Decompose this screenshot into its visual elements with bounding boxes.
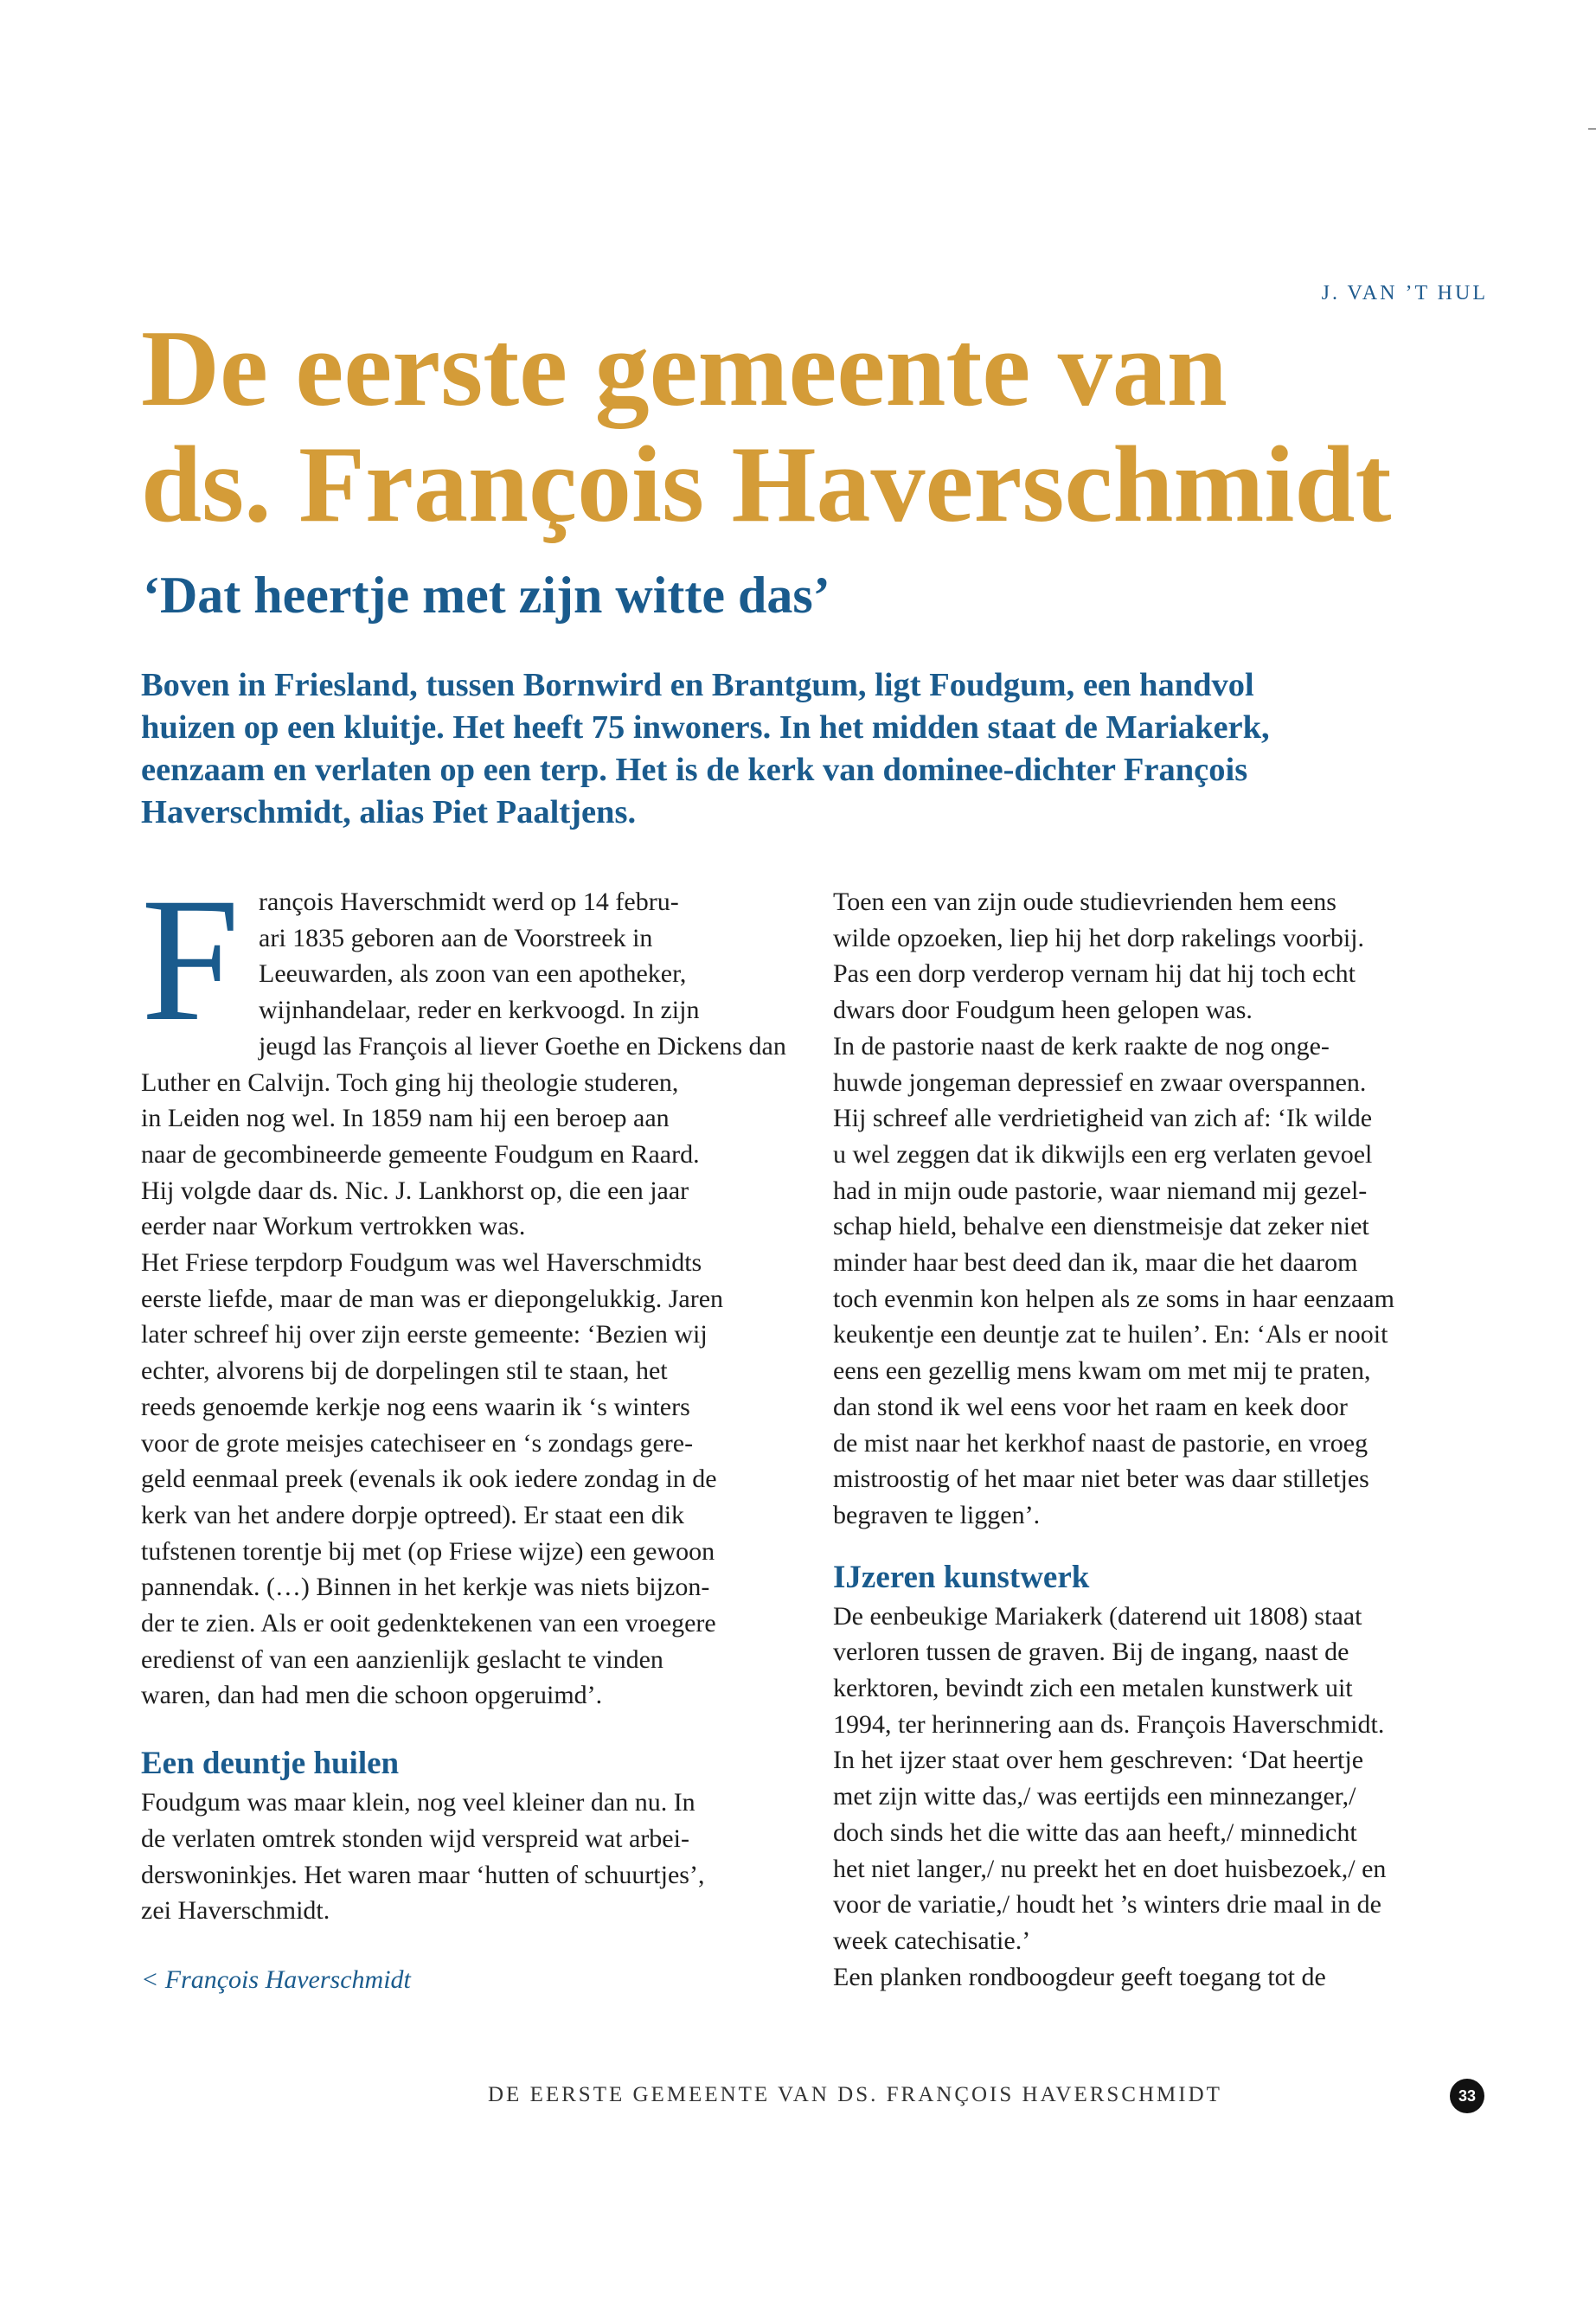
opening-paragraph bbox=[141, 862, 798, 1245]
left-column bbox=[141, 862, 798, 1998]
body-paragraph: Foudgum was maar klein, nog veel kleiner dan nu. In de verlaten omtrek stonden wijd verspreid wat arbei- derswoninkjes. Het waren maar ‘hutten of schuurtjes’, zei Haverschmidt. bbox=[141, 1788, 705, 1926]
drop-cap: F bbox=[141, 862, 240, 1058]
running-footer-title: DE EERSTE GEMEENTE VAN DS. FRANÇOIS HAVERSCHMIDT bbox=[488, 2083, 1222, 2106]
body-paragraph: Een planken rondboogdeur geeft toegang tot de bbox=[833, 1962, 1326, 1991]
article-subtitle: ‘Dat heertje met zijn witte das’ bbox=[143, 567, 830, 624]
body-paragraph: Het Friese terpdorp Foudgum was wel Haverschmidts eerste liefde, maar de man was er diepongelukkig. Jaren later schreef hij over zijn eerste gemeente: ‘Bezien wij echter, alvorens bij de dorpelingen stil te staan, het reeds genoemde kerkje nog eens waarin ik ‘s winters voor de grote meisjes catechiseer en ‘s zondags gere- geld eenmaal preek (evenals ik ook iedere zondag in de kerk van het andere dorpje optreed). Er staat een dik tufstenen torentje bij met (op Friese wijze) een gewoon pannendak. (…) Binnen in het kerkje was niets bijzon- der te zien. Als er ooit gedenktekenen van een vroegere eredienst of van een aanzienlijk geslacht te vinden waren, dan had men die schoon opgeruimd’. bbox=[141, 1248, 724, 1710]
author-byline: J. VAN ’T HUL bbox=[1321, 282, 1488, 304]
right-column bbox=[833, 884, 1490, 1995]
page-edge-mark bbox=[1588, 128, 1596, 130]
opening-paragraph-text: rançois Haverschmidt werd op 14 febru- ari 1835 geboren aan de Voorstreek in Leeuwarden, als zoon van een apotheker, wijnhandelaar, reder en kerkvoogd. In zijn jeugd las François al liever Goethe en Dickens dan Luther en Calvijn. Toch ging hij theologie studeren, in Leiden nog wel. In 1859 nam hij een beroep aan naar de gecombineerde gemeente Foudgum en Raard. Hij volgde daar ds. Nic. J. Lankhorst op, die een jaar eerder naar Workum vertrokken was. bbox=[141, 888, 786, 1241]
body-paragraph: De eenbeukige Mariakerk (daterend uit 1808) staat verloren tussen de graven. Bij de ingang, naast de kerktoren, bevindt zich een metalen kunstwerk uit 1994, ter herinnering aan ds. François Haverschmidt. In het ijzer staat over hem geschreven: ‘Dat heertje met zijn witte das,/ was eertijds een minnezanger,/ doch sinds het die witte das aan heeft,/ minnedicht het niet langer,/ nu preekt het en doet huisbezoek,/ en voor de variatie,/ houdt het ’s winters drie maal in de week catechisatie.’ bbox=[833, 1601, 1387, 1955]
article-title: De eerste gemeente van ds. François Haverschmidt bbox=[141, 309, 1392, 545]
article-intro: Boven in Friesland, tussen Bornwird en Brantgum, ligt Foudgum, een handvol huizen op een kluitje. Het heeft 75 inwoners. In het midden staat de Mariakerk, eenzaam en verlaten op een terp. Het is de kerk van dominee-dichter François Haverschmidt, alias Piet Paaltjens. bbox=[141, 667, 1270, 830]
section-heading-ijzeren-kunstwerk: IJzeren kunstwerk bbox=[833, 1559, 1090, 1595]
image-caption: < François Haverschmidt bbox=[141, 1965, 411, 1994]
body-paragraph: In de pastorie naast de kerk raakte de nog onge- huwde jongeman depressief en zwaar overspannen. Hij schreef alle verdrietigheid van zich af: ‘Ik wilde u wel zeggen dat ik dikwijls een erg verlaten gevoel had in mijn oude pastorie, waar niemand mij gezel- schap hield, behalve een dienstmeisje dat zeker niet minder haar best deed dan ik, maar die het daarom toch evenmin kon helpen als ze soms in haar eenzaam keukentje een deuntje zat te huilen’. En: ‘Als er nooit eens een gezellig mens kwam om met mij te praten, dan stond ik wel eens voor het raam en keek door de mist naar het kerkhof naast de pastorie, en vroeg mistroostig of het maar niet beter was daar stilletjes begraven te liggen’. bbox=[833, 1031, 1394, 1529]
body-paragraph: Toen een van zijn oude studievrienden hem eens wilde opzoeken, liep hij het dorp rakelings voorbij. Pas een dorp verderop vernam hij dat hij toch echt dwars door Foudgum heen gelopen was. bbox=[833, 888, 1365, 1025]
page-number-badge: 33 bbox=[1450, 2079, 1484, 2113]
section-heading-een-deuntje-huilen: Een deuntje huilen bbox=[141, 1746, 400, 1782]
